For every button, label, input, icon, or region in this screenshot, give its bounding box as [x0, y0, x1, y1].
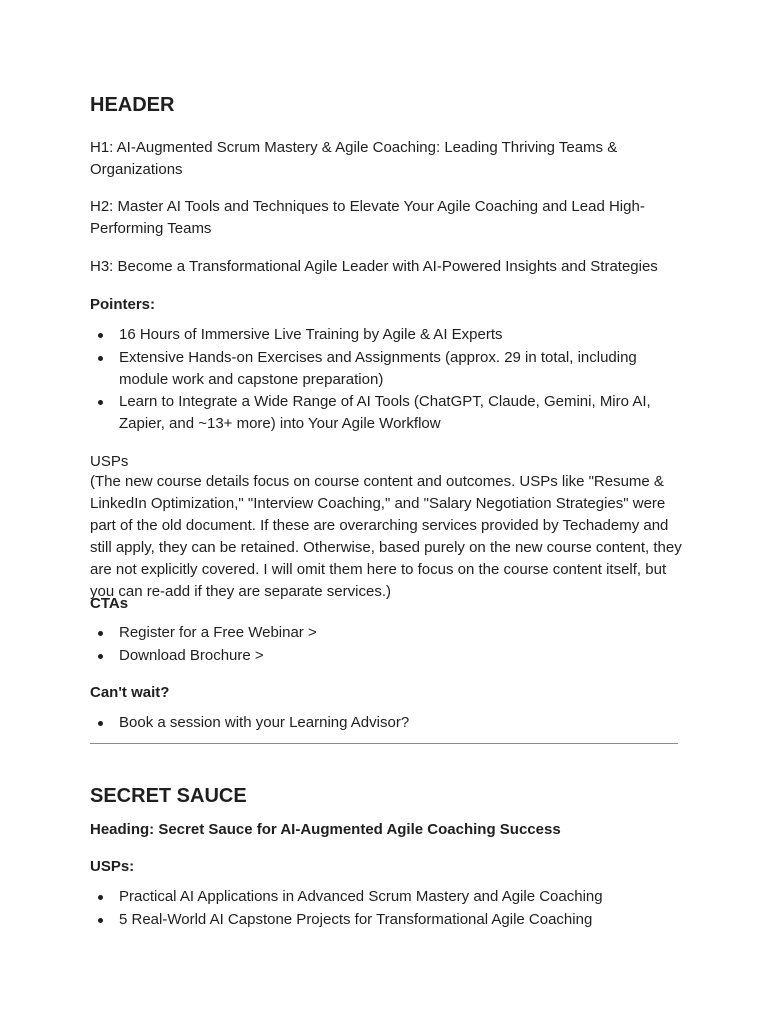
pointer-text: 16 Hours of Immersive Live Training by Agile & AI Experts — [119, 326, 503, 343]
bullet-icon — [98, 654, 103, 659]
bullet-icon — [98, 400, 103, 405]
pointer-text: Learn to Integrate a Wide Range of AI Tools (ChatGPT, Claude, Gemini, Miro AI, Zapier, and ~13+ more) into Your Agile Workflow — [119, 393, 651, 433]
cta-register-webinar[interactable]: Register for a Free Webinar > — [119, 624, 317, 641]
secret-sauce-usps-list — [90, 886, 680, 931]
usp-text: Practical AI Applications in Advanced Scrum Mastery and Agile Coaching — [119, 888, 603, 905]
h3-text: H3: Become a Transformational Agile Leader with AI-Powered Insights and Strategies — [90, 258, 658, 275]
secret-sauce-usps-label: USPs: — [90, 858, 135, 875]
h1-text: H1: AI-Augmented Scrum Mastery & Agile Coaching: Leading Thriving Teams & Organizations — [90, 139, 618, 178]
secret-sauce-title: SECRET SAUCE — [90, 785, 247, 807]
list-item — [90, 347, 680, 391]
section-divider — [90, 743, 678, 744]
bullet-icon — [98, 721, 103, 726]
list-item — [90, 886, 680, 908]
pointers-label: Pointers: — [90, 296, 156, 313]
bullet-icon — [98, 356, 103, 361]
pointer-text: Extensive Hands-on Exercises and Assignments (approx. 29 in total, including module work and capstone preparation) — [119, 348, 637, 388]
ctas-label: CTAs — [90, 595, 129, 612]
bullet-icon — [98, 918, 103, 923]
h2-text: H2: Master AI Tools and Techniques to Elevate Your Agile Coaching and Lead High-Performing Teams — [90, 198, 645, 237]
usps-note: (The new course details focus on course content and outcomes. USPs like "Resume & LinkedIn Optimization," "Interview Coaching," and "Salary Negotiation Strategies" were part of the old document. If these are overarching services provided by Techademy and still apply, they can be retained. Otherwise, based purely on the new course content, they are not explicitly covered. I will omit them here to focus on the course content itself, but you can re-add if they are separate services.) — [90, 473, 682, 600]
bullet-icon — [98, 333, 103, 338]
list-item — [90, 324, 680, 346]
secret-sauce-heading: Heading: Secret Sauce for AI-Augmented Agile Coaching Success — [90, 821, 561, 838]
list-item[interactable] — [90, 712, 680, 734]
cant-wait-label: Can't wait? — [90, 684, 170, 701]
list-item[interactable] — [90, 622, 680, 644]
bullet-icon — [98, 895, 103, 900]
list-item[interactable] — [90, 645, 680, 667]
list-item — [90, 909, 680, 931]
ctas-list — [90, 622, 680, 667]
list-item — [90, 391, 680, 435]
cta-download-brochure[interactable]: Download Brochure > — [119, 646, 264, 664]
book-session-link[interactable]: Book a session with your Learning Advisor? — [119, 714, 410, 731]
header-section-title: HEADER — [90, 94, 175, 116]
usps-label: USPs — [90, 453, 129, 470]
cant-wait-list — [90, 712, 680, 735]
usp-text: 5 Real-World AI Capstone Projects for Transformational Agile Coaching — [119, 910, 593, 928]
bullet-icon — [98, 631, 103, 636]
pointers-list — [90, 324, 680, 436]
